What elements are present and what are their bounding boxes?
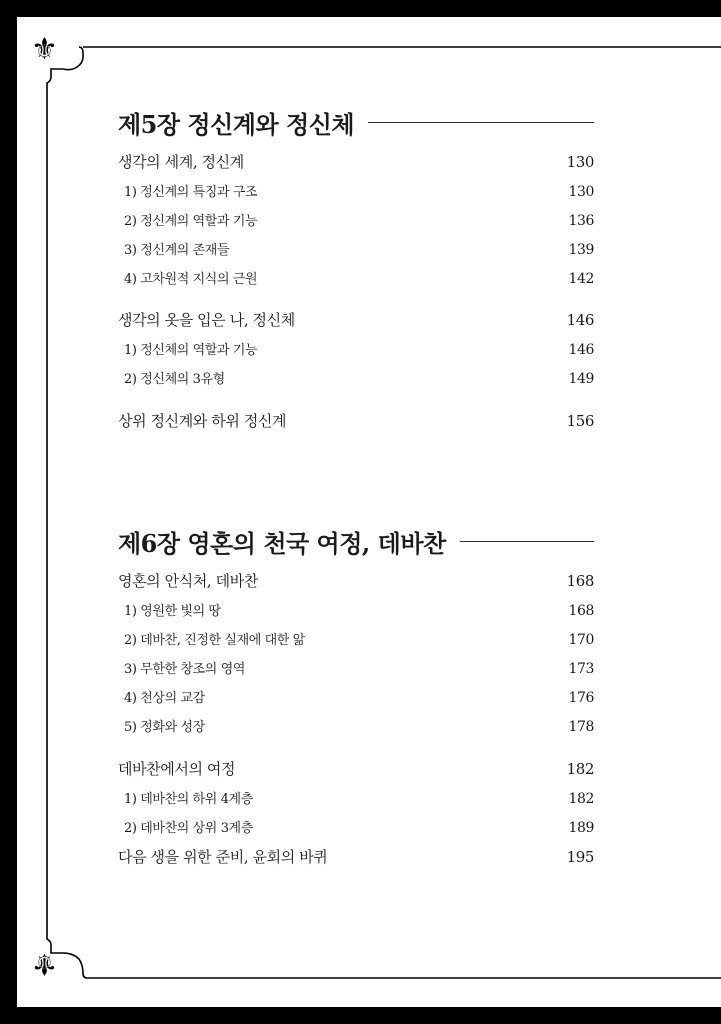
toc-entry[interactable] — [118, 239, 594, 258]
toc-entry[interactable] — [118, 368, 594, 387]
toc-entry-label: 3) 정신계의 존재들 — [124, 243, 230, 258]
toc-page-number: 176 — [568, 690, 594, 706]
toc-page-number: 182 — [566, 760, 594, 778]
toc-page-number: 168 — [566, 572, 594, 590]
chapter-title: 제6장 영혼의 천국 여정, 데바찬 — [118, 529, 446, 558]
chapter-heading — [118, 105, 594, 140]
toc-entry-label: 1) 데바찬의 하위 4계층 — [124, 792, 253, 807]
chapter-heading — [118, 524, 594, 559]
toc-page-number: 139 — [568, 242, 594, 258]
toc-page-number: 189 — [568, 820, 594, 836]
toc-page-number: 130 — [566, 153, 594, 171]
toc-entry-label: 2) 데바찬, 진정한 실재에 대한 앎 — [124, 633, 305, 648]
toc-entry[interactable] — [118, 658, 594, 677]
toc-entry[interactable] — [118, 339, 594, 358]
toc-page-number: 173 — [568, 661, 594, 677]
toc-entry[interactable] — [118, 716, 594, 735]
toc-page-number: 195 — [566, 848, 594, 866]
toc-entry[interactable] — [118, 309, 594, 330]
toc-entry[interactable] — [118, 788, 594, 807]
toc-entry-label: 2) 정신계의 역할과 기능 — [124, 214, 258, 229]
toc-entry-label: 생각의 세계, 정신계 — [118, 153, 244, 171]
toc-page — [17, 17, 721, 1007]
toc-entry-label: 5) 정화와 성장 — [124, 720, 205, 735]
toc-entry-label: 1) 정신계의 특징과 구조 — [124, 185, 258, 200]
toc-entry-label: 데바찬에서의 여정 — [118, 760, 236, 778]
toc-page-number: 136 — [568, 213, 594, 229]
fleur-de-lis-icon: ⚜ — [31, 32, 58, 67]
toc-page-number: 149 — [568, 371, 594, 387]
toc-entry[interactable] — [118, 210, 594, 229]
toc-page-number: 142 — [568, 271, 594, 287]
toc-entry[interactable] — [118, 570, 594, 591]
toc-page-number: 168 — [568, 603, 594, 619]
toc-entry[interactable] — [118, 687, 594, 706]
toc-entry[interactable] — [118, 410, 594, 431]
toc-page-number: 146 — [566, 311, 594, 329]
toc-page-number: 182 — [568, 791, 594, 807]
toc-entry[interactable] — [118, 846, 594, 867]
toc-entry[interactable] — [118, 817, 594, 836]
toc-entry-label: 3) 무한한 창조의 영역 — [124, 662, 246, 677]
toc-entry-label: 2) 정신체의 3유형 — [124, 372, 225, 387]
toc-entry-label: 1) 영원한 빛의 땅 — [124, 604, 221, 619]
toc-entry-label: 2) 데바찬의 상위 3계층 — [124, 821, 253, 836]
toc-entry[interactable] — [118, 181, 594, 200]
toc-entry[interactable] — [118, 268, 594, 287]
toc-entry[interactable] — [118, 758, 594, 779]
toc-entry-label: 4) 고차원적 지식의 근원 — [124, 272, 258, 287]
toc-entry-label: 생각의 옷을 입은 나, 정신체 — [118, 311, 295, 329]
toc-entry-label: 4) 천상의 교감 — [124, 691, 205, 706]
fleur-de-lis-icon: ⚜ — [31, 946, 58, 981]
toc-page-number: 178 — [568, 719, 594, 735]
chapter-rule — [460, 541, 594, 542]
toc-page-number: 156 — [566, 412, 594, 430]
toc-entry-label: 다음 생을 위한 준비, 윤회의 바퀴 — [118, 848, 328, 866]
toc-entry[interactable] — [118, 151, 594, 172]
toc-entry-label: 1) 정신체의 역할과 기능 — [124, 343, 258, 358]
chapter-title: 제5장 정신계와 정신체 — [118, 110, 355, 139]
toc-page-number: 170 — [568, 632, 594, 648]
toc-page-number: 146 — [568, 342, 594, 358]
chapter-rule — [368, 122, 594, 123]
toc-entry-label: 상위 정신계와 하위 정신계 — [118, 412, 287, 430]
toc-entry-label: 영혼의 안식처, 데바찬 — [118, 572, 258, 590]
toc-entry[interactable] — [118, 600, 594, 619]
toc-page-number: 130 — [568, 184, 594, 200]
toc-entry[interactable] — [118, 629, 594, 648]
